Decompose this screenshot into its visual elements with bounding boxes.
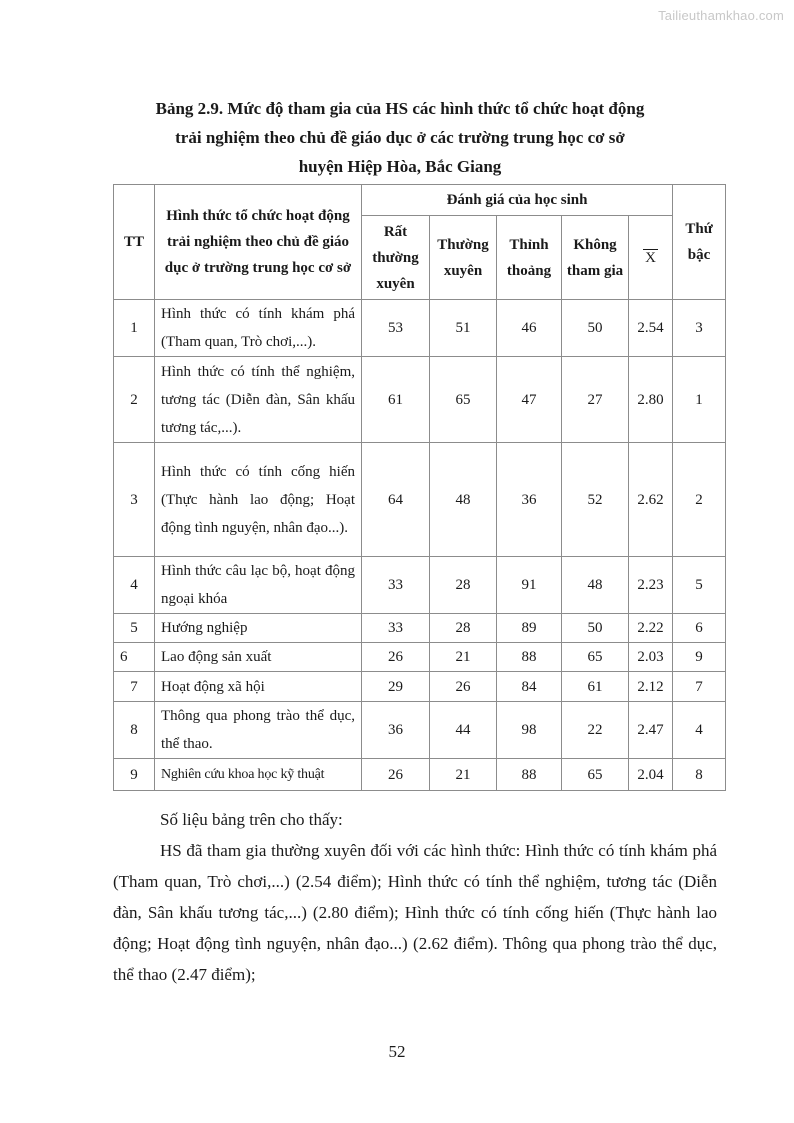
paragraph-intro: Số liệu bảng trên cho thấy: xyxy=(160,810,343,829)
header-tt: TT xyxy=(114,185,155,300)
cell-rat-thuong-xuyen: 33 xyxy=(362,614,430,643)
cell-thinh-thoang: 89 xyxy=(497,614,562,643)
cell-tt: 5 xyxy=(114,614,155,643)
page-number: 52 xyxy=(388,1042,406,1061)
table-row xyxy=(114,357,726,443)
cell-mean: 2.62 xyxy=(629,443,673,557)
cell-thinh-thoang: 46 xyxy=(497,300,562,357)
cell-thuong-xuyen: 51 xyxy=(430,300,497,357)
cell-thinh-thoang: 47 xyxy=(497,357,562,443)
table-row xyxy=(114,557,726,614)
cell-mean: 2.54 xyxy=(629,300,673,357)
cell-thinh-thoang: 91 xyxy=(497,557,562,614)
cell-form: Nghiên cứu khoa học kỹ thuật xyxy=(155,759,362,791)
cell-form: Hình thức có tính khám phá (Tham quan, Trò chơi,...). xyxy=(155,300,362,357)
cell-rat-thuong-xuyen: 53 xyxy=(362,300,430,357)
cell-tt: 7 xyxy=(114,672,155,702)
cell-mean: 2.04 xyxy=(629,759,673,791)
participation-table xyxy=(113,184,726,791)
cell-khong-tham-gia: 22 xyxy=(562,702,629,759)
cell-form: Lao động sản xuất xyxy=(155,643,362,672)
cell-thuong-xuyen: 65 xyxy=(430,357,497,443)
cell-rank: 2 xyxy=(673,443,726,557)
table-row xyxy=(114,614,726,643)
cell-rank: 3 xyxy=(673,300,726,357)
mean-symbol: X xyxy=(645,249,656,266)
cell-form: Hoạt động xã hội xyxy=(155,672,362,702)
watermark: Tailieuthamkhao.com xyxy=(658,8,784,23)
cell-mean: 2.80 xyxy=(629,357,673,443)
cell-khong-tham-gia: 27 xyxy=(562,357,629,443)
cell-mean: 2.03 xyxy=(629,643,673,672)
header-mean xyxy=(629,216,673,300)
cell-thuong-xuyen: 26 xyxy=(430,672,497,702)
cell-rat-thuong-xuyen: 29 xyxy=(362,672,430,702)
table-row xyxy=(114,643,726,672)
cell-tt: 9 xyxy=(114,759,155,791)
cell-rank: 9 xyxy=(673,643,726,672)
cell-rat-thuong-xuyen: 61 xyxy=(362,357,430,443)
cell-form: Hướng nghiệp xyxy=(155,614,362,643)
header-thinh-thoang: Thỉnh thoảng xyxy=(497,216,562,300)
cell-mean: 2.22 xyxy=(629,614,673,643)
caption-line-1: Bảng 2.9. Mức độ tham gia của HS các hình thức tổ chức hoạt động xyxy=(155,99,645,118)
caption-line-3: huyện Hiệp Hòa, Bắc Giang xyxy=(298,157,502,176)
header-khong-tham-gia: Không tham gia xyxy=(562,216,629,300)
cell-tt: 3 xyxy=(114,443,155,557)
cell-tt: 1 xyxy=(114,300,155,357)
cell-thuong-xuyen: 44 xyxy=(430,702,497,759)
cell-form: Thông qua phong trào thể dục, thể thao. xyxy=(155,702,362,759)
header-student-evaluation: Đánh giá của học sinh xyxy=(362,185,673,216)
header-form: Hình thức tổ chức hoạt động trải nghiệm theo chủ đề giáo dục ở trường trung học cơ sở xyxy=(155,185,362,300)
body-text xyxy=(113,804,717,990)
cell-form: Hình thức có tính cống hiến (Thực hành lao động; Hoạt động tình nguyện, nhân đạo...). xyxy=(155,443,362,557)
cell-rat-thuong-xuyen: 26 xyxy=(362,759,430,791)
cell-khong-tham-gia: 61 xyxy=(562,672,629,702)
table-row xyxy=(114,702,726,759)
cell-thinh-thoang: 36 xyxy=(497,443,562,557)
cell-thinh-thoang: 98 xyxy=(497,702,562,759)
header-rat-thuong-xuyen: Rất thường xuyên xyxy=(362,216,430,300)
table-row xyxy=(114,672,726,702)
cell-tt: 4 xyxy=(114,557,155,614)
cell-mean: 2.12 xyxy=(629,672,673,702)
cell-rank: 5 xyxy=(673,557,726,614)
cell-rank: 7 xyxy=(673,672,726,702)
cell-form: Hình thức câu lạc bộ, hoạt động ngoại khóa xyxy=(155,557,362,614)
header-rank: Thứ bậc xyxy=(673,185,726,300)
cell-rat-thuong-xuyen: 64 xyxy=(362,443,430,557)
cell-rat-thuong-xuyen: 33 xyxy=(362,557,430,614)
cell-thinh-thoang: 88 xyxy=(497,759,562,791)
cell-khong-tham-gia: 65 xyxy=(562,643,629,672)
cell-rank: 4 xyxy=(673,702,726,759)
cell-form: Hình thức có tính thể nghiệm, tương tác (Diễn đàn, Sân khấu tương tác,...). xyxy=(155,357,362,443)
cell-khong-tham-gia: 65 xyxy=(562,759,629,791)
cell-khong-tham-gia: 48 xyxy=(562,557,629,614)
cell-tt: 2 xyxy=(114,357,155,443)
cell-thinh-thoang: 84 xyxy=(497,672,562,702)
caption-line-2: trải nghiệm theo chủ đề giáo dục ở các trường trung học cơ sở xyxy=(175,128,625,147)
cell-tt: 6 xyxy=(114,643,155,672)
cell-thuong-xuyen: 21 xyxy=(430,759,497,791)
cell-rank: 1 xyxy=(673,357,726,443)
cell-mean: 2.23 xyxy=(629,557,673,614)
cell-mean: 2.47 xyxy=(629,702,673,759)
paragraph-analysis: HS đã tham gia thường xuyên đối với các hình thức: Hình thức có tính khám phá (Tham quan, Trò chơi,...) (2.54 điểm); Hình thức có tính thể nghiệm, tương tác (Diễn đàn, Sân khấu tương tác,...) (2.80 điểm); Hình thức có tính cống hiến (Thực hành lao động; Hoạt động tình nguyện, nhân đạo...) (2.62 điểm). Thông qua phong trào thể dục, thể thao (2.47 điểm); xyxy=(113,841,717,984)
cell-rank: 8 xyxy=(673,759,726,791)
cell-khong-tham-gia: 50 xyxy=(562,614,629,643)
cell-rat-thuong-xuyen: 26 xyxy=(362,643,430,672)
cell-thuong-xuyen: 28 xyxy=(430,614,497,643)
table-row xyxy=(114,443,726,557)
table-row xyxy=(114,300,726,357)
cell-thuong-xuyen: 21 xyxy=(430,643,497,672)
cell-khong-tham-gia: 50 xyxy=(562,300,629,357)
cell-thuong-xuyen: 48 xyxy=(430,443,497,557)
cell-khong-tham-gia: 52 xyxy=(562,443,629,557)
table-row xyxy=(114,759,726,791)
header-thuong-xuyen: Thường xuyên xyxy=(430,216,497,300)
table-caption xyxy=(90,94,710,181)
cell-rank: 6 xyxy=(673,614,726,643)
cell-tt: 8 xyxy=(114,702,155,759)
cell-thinh-thoang: 88 xyxy=(497,643,562,672)
cell-rat-thuong-xuyen: 36 xyxy=(362,702,430,759)
cell-thuong-xuyen: 28 xyxy=(430,557,497,614)
